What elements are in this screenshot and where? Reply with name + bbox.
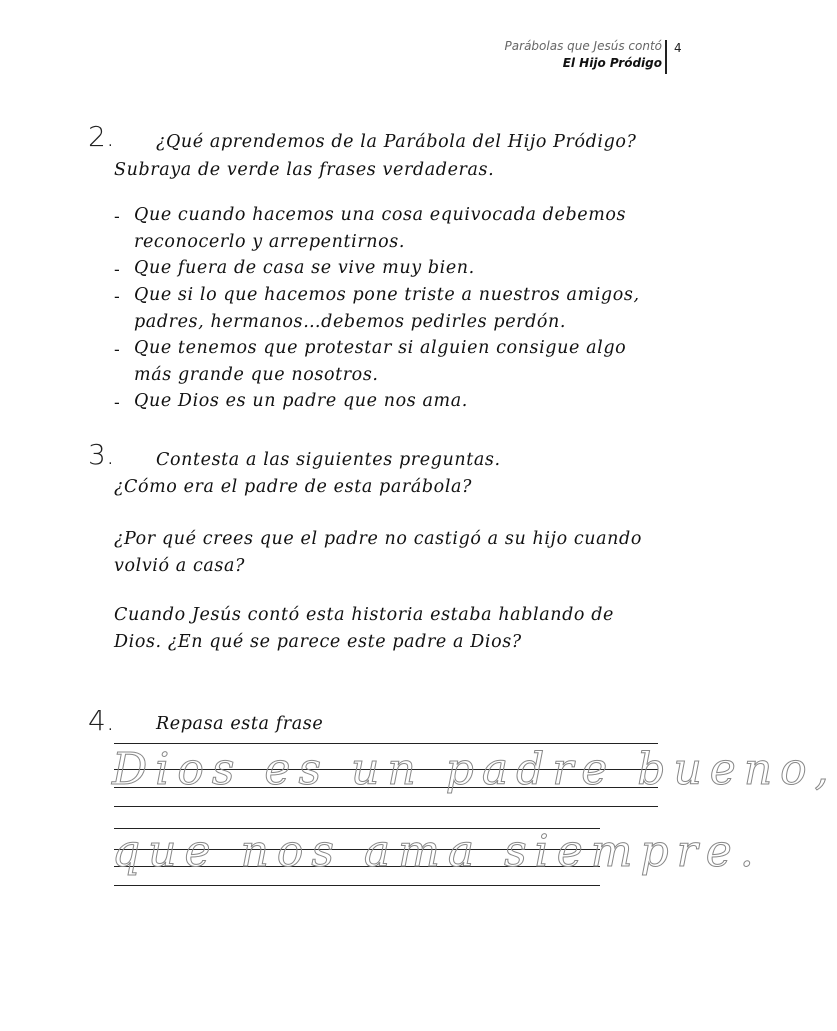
- chapter-title: El Hijo Pródigo: [562, 56, 662, 70]
- question-2-line-2: volvió a casa?: [114, 556, 246, 576]
- bullet-dash: -: [114, 393, 120, 413]
- section-4-number: 4.: [88, 704, 115, 737]
- trace-sentence-line-1[interactable]: Dios es un padre bueno,: [112, 744, 837, 795]
- section-3-title: Contesta a las siguientes preguntas.: [156, 450, 501, 470]
- question-3-line-2: Dios. ¿En qué se parece este padre a Dios?: [114, 632, 522, 652]
- statement-4-line-1: Que tenemos que protestar si alguien consigue algo: [134, 338, 627, 358]
- statement-5-line-1: Que Dios es un padre que nos ama.: [134, 391, 468, 411]
- bullet-dash: -: [114, 207, 120, 227]
- section-2-number: 2.: [88, 120, 115, 153]
- statement-3-line-1: Que si lo que hacemos pone triste a nuestros amigos,: [134, 285, 640, 305]
- book-title: Parábolas que Jesús contó: [504, 39, 662, 53]
- trace-sentence-line-2[interactable]: que nos ama siempre.: [112, 826, 762, 877]
- bullet-dash: -: [114, 260, 120, 280]
- question-2-line-1: ¿Por qué crees que el padre no castigó a su hijo cuando: [114, 529, 642, 549]
- header-divider: [665, 40, 667, 74]
- page-header: [505, 38, 662, 72]
- question-3-line-1: Cuando Jesús contó esta historia estaba hablando de: [114, 605, 614, 625]
- statement-2-line-1: Que fuera de casa se vive muy bien.: [134, 258, 475, 278]
- writing-guide-line: [114, 806, 658, 807]
- section-2-instruction: Subraya de verde las frases verdaderas.: [114, 160, 495, 180]
- page-number: 4: [674, 41, 682, 55]
- writing-guide-line: [114, 885, 600, 886]
- statement-1-line-2: reconocerlo y arrepentirnos.: [134, 232, 406, 252]
- section-4-title: Repasa esta frase: [156, 714, 324, 734]
- statement-3-line-2: padres, hermanos…debemos pedirles perdón.: [134, 312, 567, 332]
- section-3-number: 3.: [88, 438, 115, 471]
- bullet-dash: -: [114, 340, 120, 360]
- statement-4-line-2: más grande que nosotros.: [134, 365, 379, 385]
- section-2-question: ¿Qué aprendemos de la Parábola del Hijo Pródigo?: [156, 132, 637, 152]
- statement-1-line-1: Que cuando hacemos una cosa equivocada debemos: [134, 205, 627, 225]
- question-1: ¿Cómo era el padre de esta parábola?: [114, 477, 473, 497]
- bullet-dash: -: [114, 287, 120, 307]
